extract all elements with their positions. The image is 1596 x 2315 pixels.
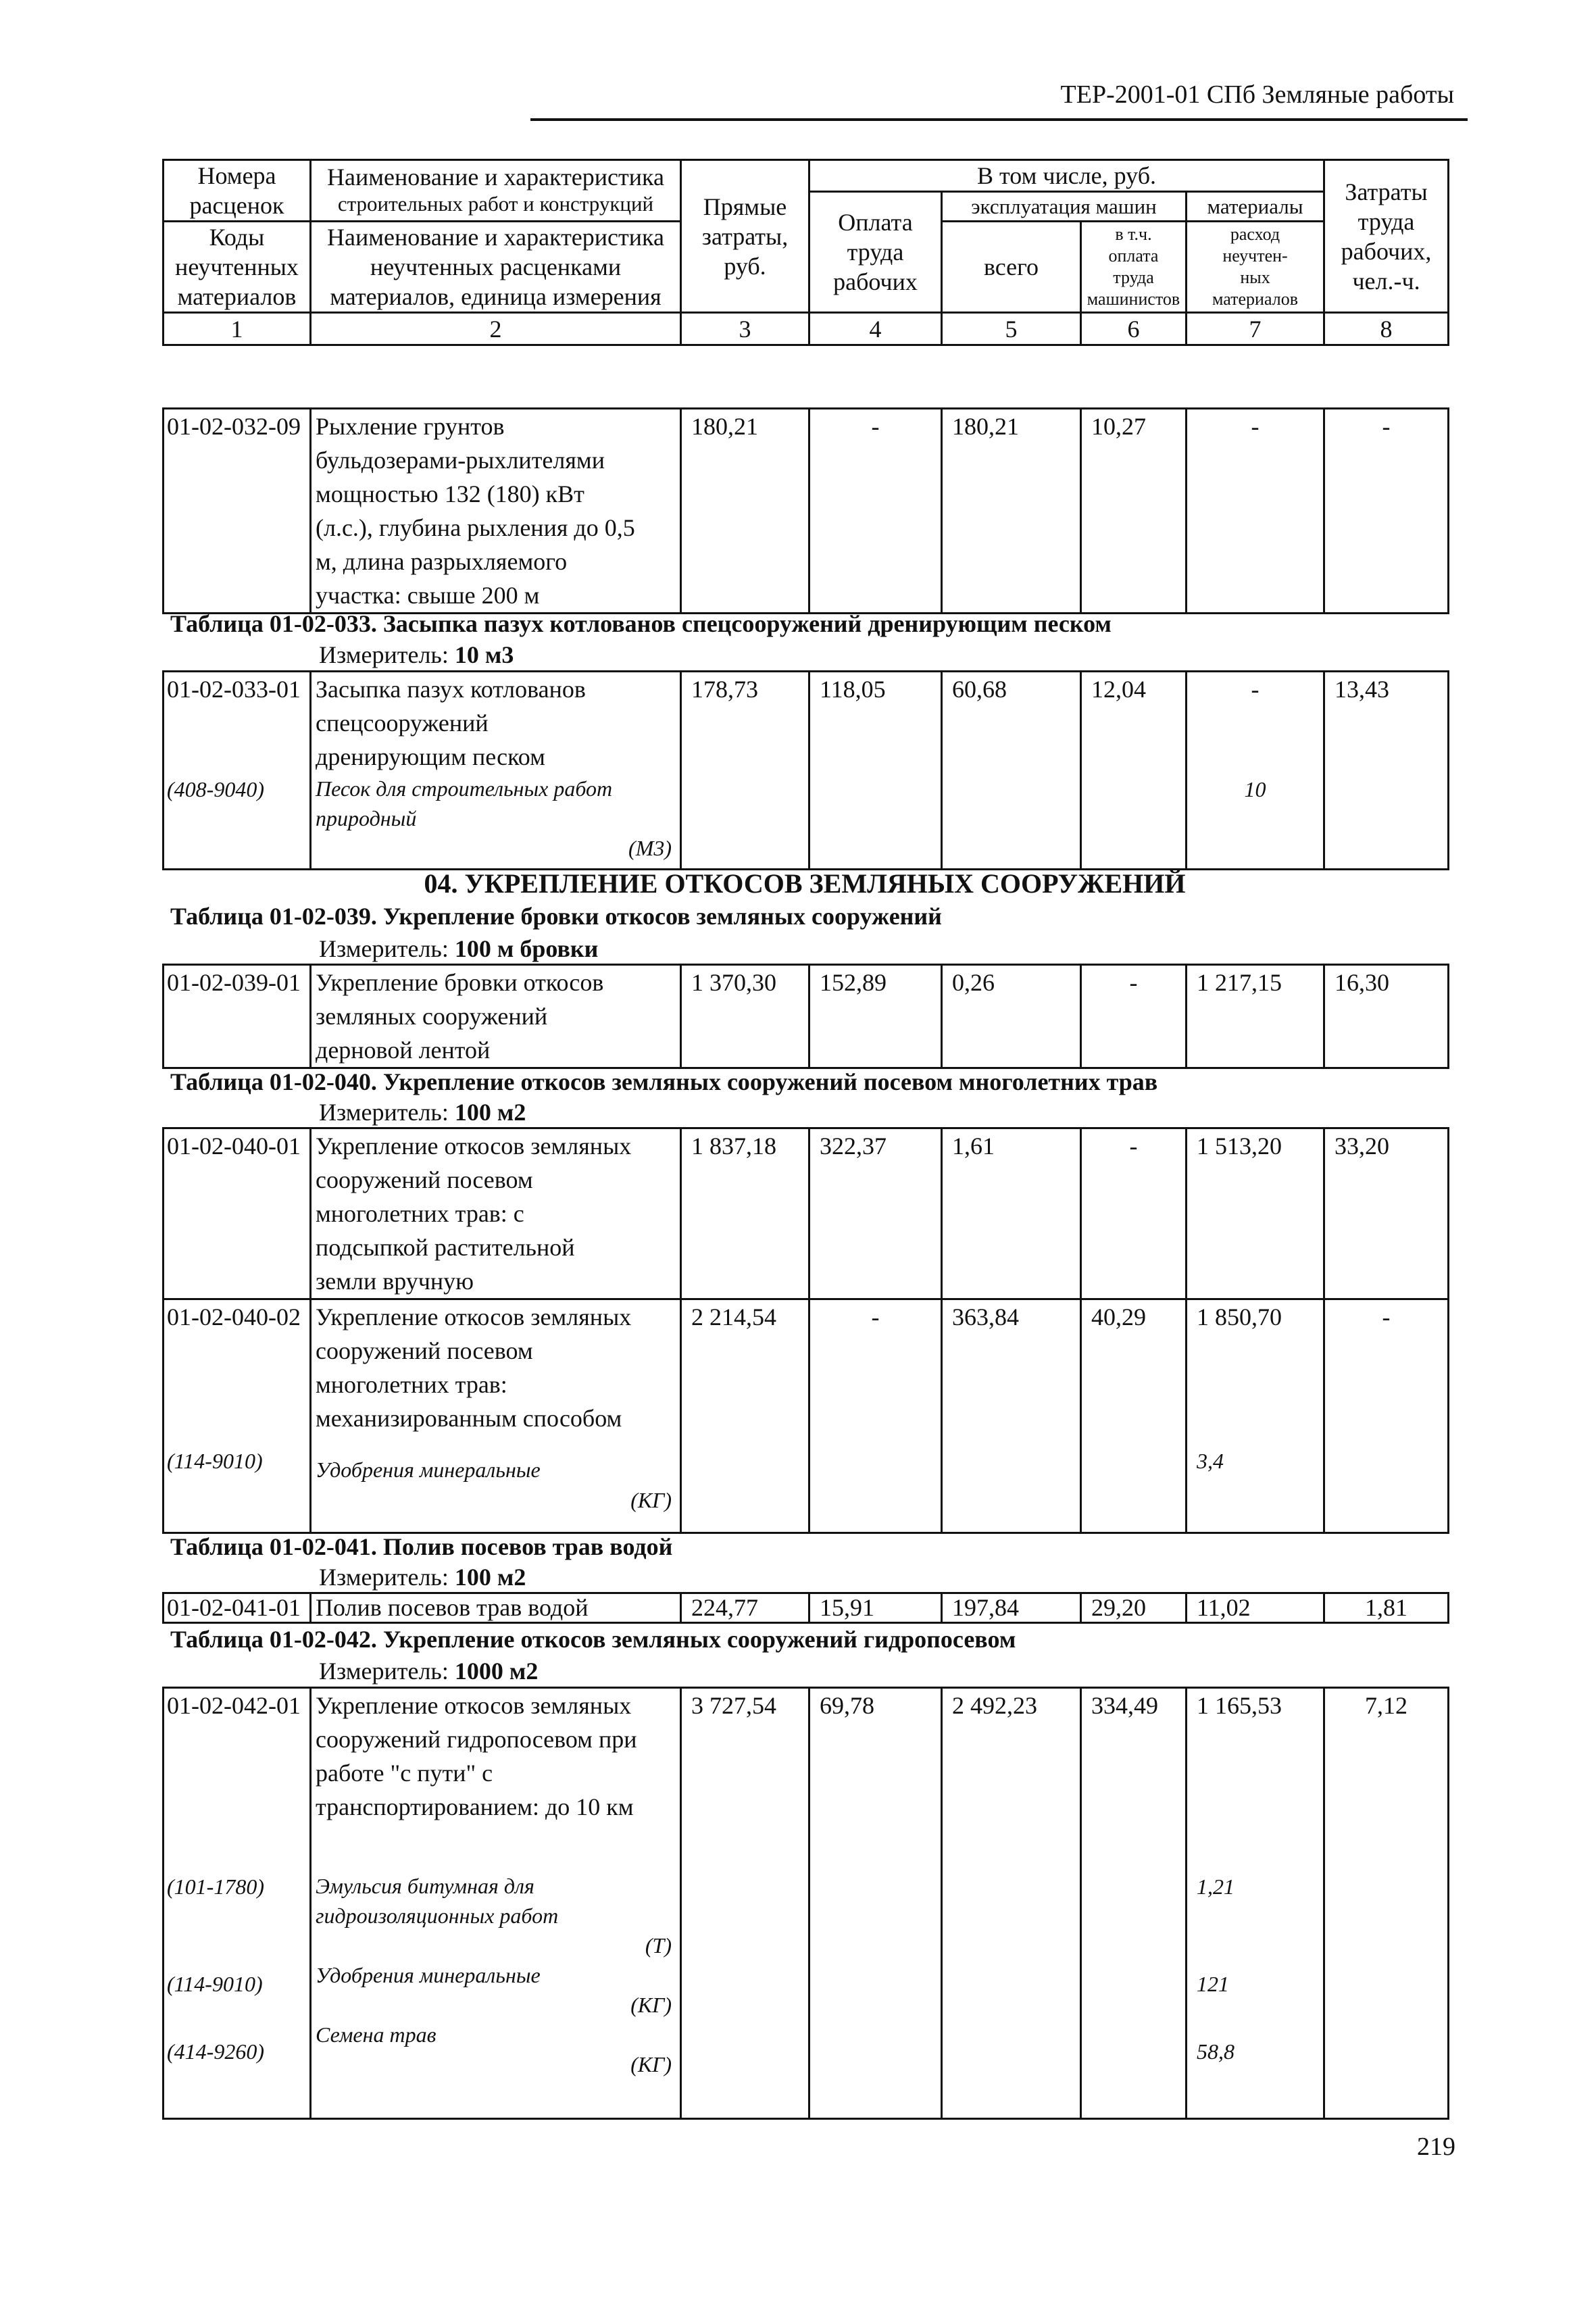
operator-pay: 334,49 <box>1081 1688 1187 2119</box>
header-worker-pay: Оплата труда рабочих <box>809 192 942 313</box>
materials-cost: 11,02 <box>1187 1593 1324 1623</box>
machines-total: 363,84 <box>942 1299 1081 1533</box>
direct-costs: 178,73 <box>681 672 809 870</box>
material-quantity: 58,8 <box>1197 2039 1235 2064</box>
rate-table-042 <box>162 1687 1449 2120</box>
table-caption: Таблица 01-02-040. Укрепление откосов земляных сооружений посевом многолетних трав <box>170 1068 1158 1095</box>
direct-costs: 3 727,54 <box>681 1688 809 2119</box>
machines-total: 0,26 <box>942 965 1081 1068</box>
col-number: 3 <box>681 313 809 345</box>
operator-pay: - <box>1081 965 1187 1068</box>
table-row <box>164 672 1449 870</box>
labor-hours: 16,30 <box>1324 965 1449 1068</box>
worker-pay: 152,89 <box>809 965 942 1068</box>
material-code: (114-9010) <box>167 1972 263 1996</box>
col-number: 4 <box>809 313 942 345</box>
rate-code: 01-02-039-01 <box>164 965 311 1068</box>
rate-table-041 <box>162 1592 1449 1624</box>
table-caption: Таблица 01-02-039. Укрепление бровки откосов земляных сооружений <box>170 903 942 930</box>
material-name: Удобрения минеральные <box>316 1458 541 1482</box>
machines-total: 60,68 <box>942 672 1081 870</box>
header-material-name: Наименование и характеристика неучтенных расценками материалов, единица измерения <box>311 222 681 313</box>
table-row <box>164 1128 1449 1299</box>
table-caption: Таблица 01-02-041. Полив посевов трав водой <box>170 1533 673 1560</box>
labor-hours: 33,20 <box>1324 1128 1449 1299</box>
material-name: Эмульсия битумная для <box>316 1874 534 1898</box>
rate-table-040 <box>162 1127 1449 1534</box>
material-code: (414-9260) <box>167 2039 264 2064</box>
header-including-group: В том числе, руб. <box>809 160 1324 192</box>
rate-table-033 <box>162 670 1449 870</box>
labor-hours: 1,81 <box>1324 1593 1449 1623</box>
material-quantity: 3,4 <box>1197 1449 1224 1473</box>
worker-pay: 15,91 <box>809 1593 942 1623</box>
material-name: Удобрения минеральные <box>316 1963 541 1987</box>
rate-code: 01-02-042-01 (101-1780) (114-9010) (414-9260) <box>164 1688 311 2119</box>
worker-pay: - <box>809 1299 942 1533</box>
work-name: Рыхление грунтов бульдозерами-рыхлителями мощностью 132 (180) кВт (л.с.), глубина рыхления до 0,5 м, длина разрыхляемого участка: свыше 200 м <box>311 409 681 614</box>
materials-cost: 1 513,20 <box>1187 1128 1324 1299</box>
operator-pay: 10,27 <box>1081 409 1187 614</box>
worker-pay: 322,37 <box>809 1128 942 1299</box>
table-measure: Измеритель: 1000 м2 <box>319 1658 539 1685</box>
work-name: Засыпка пазух котлованов спецсооружений дренирующим песком Песок для строительных работ природный (М3) <box>311 672 681 870</box>
table-row <box>164 1688 1449 2119</box>
work-name: Укрепление бровки откосов земляных сооружений дерновой лентой <box>311 965 681 1068</box>
materials-cost: 1 850,70 3,4 <box>1187 1299 1324 1533</box>
col-number: 7 <box>1187 313 1324 345</box>
table-caption: Таблица 01-02-033. Засыпка пазух котлованов спецсооружений дренирующим песком <box>170 610 1112 637</box>
page-header-title: ТЕР-2001-01 СПб Земляные работы <box>1060 80 1454 109</box>
direct-costs: 224,77 <box>681 1593 809 1623</box>
operator-pay: - <box>1081 1128 1187 1299</box>
header-materials: материалы <box>1187 192 1324 222</box>
work-name: Укрепление откосов земляных сооружений посевом многолетних трав: механизированным способом Удобрения минеральные (КГ) <box>311 1299 681 1533</box>
material-code: (101-1780) <box>167 1874 264 1899</box>
header-labor-hours: Затраты труда рабочих, чел.-ч. <box>1324 160 1449 313</box>
material-name: Песок для строительных работ <box>316 776 613 801</box>
work-name: Полив посевов трав водой <box>311 1593 681 1623</box>
worker-pay: - <box>809 409 942 614</box>
operator-pay: 29,20 <box>1081 1593 1187 1623</box>
table-row <box>164 1593 1449 1623</box>
header-rate-numbers: Номера расценок <box>164 160 311 222</box>
materials-cost: - <box>1187 409 1324 614</box>
col-number: 1 <box>164 313 311 345</box>
table-row <box>164 409 1449 614</box>
table-measure: Измеритель: 100 м бровки <box>319 935 599 962</box>
col-number: 8 <box>1324 313 1449 345</box>
operator-pay: 12,04 <box>1081 672 1187 870</box>
worker-pay: 118,05 <box>809 672 942 870</box>
labor-hours: 13,43 <box>1324 672 1449 870</box>
direct-costs: 1 837,18 <box>681 1128 809 1299</box>
machines-total: 1,61 <box>942 1128 1081 1299</box>
column-header-table <box>162 159 1449 346</box>
material-unit: (КГ) <box>630 1488 672 1512</box>
labor-hours: 7,12 <box>1324 1688 1449 2119</box>
col-number: 6 <box>1081 313 1187 345</box>
rate-code: 01-02-040-02 (114-9010) <box>164 1299 311 1533</box>
header-unaccounted-codes: Коды неучтенных материалов <box>164 222 311 313</box>
rate-code: 01-02-032-09 <box>164 409 311 614</box>
header-work-name: Наименование и характеристика строительных работ и конструкций <box>311 160 681 222</box>
machines-total: 197,84 <box>942 1593 1081 1623</box>
header-rule <box>530 118 1468 121</box>
table-measure: Измеритель: 100 м2 <box>319 1099 526 1126</box>
work-name: Укрепление откосов земляных сооружений гидропосевом при работе "с пути" с транспортированием: до 10 км Эмульсия битумная для гидроизоляционных работ (Т) Удобрения минеральные (КГ) Семена трав (КГ) <box>311 1688 681 2119</box>
material-unit: (КГ) <box>630 2052 672 2076</box>
material-unit: (Т) <box>645 1933 672 1958</box>
header-machines-total: всего <box>942 222 1081 313</box>
machines-total: 2 492,23 <box>942 1688 1081 2119</box>
table-measure: Измеритель: 100 м2 <box>319 1564 526 1591</box>
machines-total: 180,21 <box>942 409 1081 614</box>
material-unit: (КГ) <box>630 1993 672 2017</box>
material-unit: (М3) <box>628 836 672 860</box>
worker-pay: 69,78 <box>809 1688 942 2119</box>
rate-table-039 <box>162 964 1449 1069</box>
header-direct-costs: Прямые затраты, руб. <box>681 160 809 313</box>
labor-hours: - <box>1324 409 1449 614</box>
rate-code: 01-02-033-01 (408-9040) <box>164 672 311 870</box>
table-measure: Измеритель: 10 м3 <box>319 641 514 668</box>
rate-table-032 <box>162 407 1449 614</box>
section-title: 04. УКРЕПЛЕНИЕ ОТКОСОВ ЗЕМЛЯНЫХ СООРУЖЕНИЙ <box>424 868 1186 899</box>
direct-costs: 180,21 <box>681 409 809 614</box>
material-code: (408-9040) <box>167 777 264 801</box>
material-code: (114-9010) <box>167 1449 263 1473</box>
col-number: 5 <box>942 313 1081 345</box>
labor-hours: - <box>1324 1299 1449 1533</box>
material-name: Семена трав <box>316 2022 437 2047</box>
materials-cost: 1 217,15 <box>1187 965 1324 1068</box>
work-name: Укрепление откосов земляных сооружений посевом многолетних трав: с подсыпкой растительной земли вручную <box>311 1128 681 1299</box>
table-row <box>164 965 1449 1068</box>
material-quantity: 10 <box>1244 777 1266 801</box>
page-number: 219 <box>1417 2133 1455 2161</box>
material-quantity: 121 <box>1197 1972 1229 1996</box>
direct-costs: 2 214,54 <box>681 1299 809 1533</box>
header-machine-operation: эксплуатация машин <box>942 192 1187 222</box>
material-quantity: 1,21 <box>1197 1874 1235 1899</box>
header-material-consumption: расход неучтен- ных материалов <box>1187 222 1324 313</box>
direct-costs: 1 370,30 <box>681 965 809 1068</box>
materials-cost: - 10 <box>1187 672 1324 870</box>
rate-code: 01-02-040-01 <box>164 1128 311 1299</box>
materials-cost: 1 165,53 1,21 121 58,8 <box>1187 1688 1324 2119</box>
table-caption: Таблица 01-02-042. Укрепление откосов земляных сооружений гидропосевом <box>170 1626 1016 1653</box>
header-operator-pay: в т.ч. оплата труда машинистов <box>1081 222 1187 313</box>
table-row <box>164 1299 1449 1533</box>
col-number: 2 <box>311 313 681 345</box>
rate-code: 01-02-041-01 <box>164 1593 311 1623</box>
operator-pay: 40,29 <box>1081 1299 1187 1533</box>
